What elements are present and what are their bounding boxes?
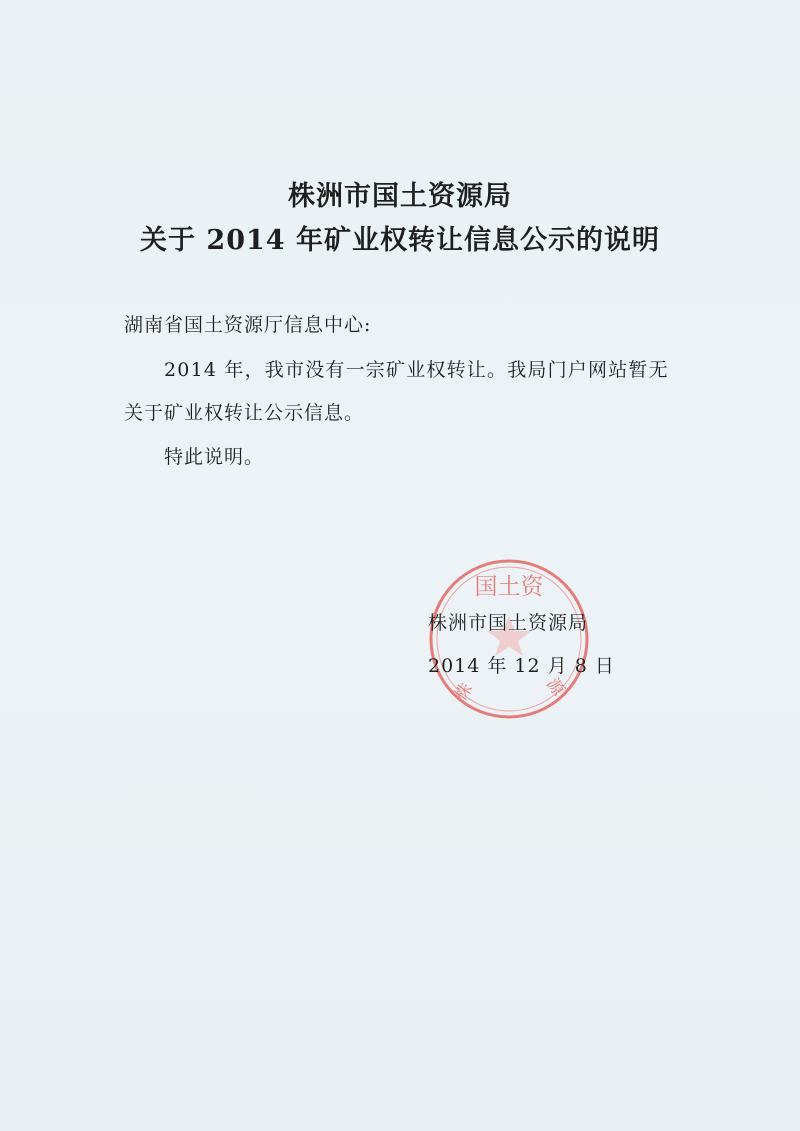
signature-organization: 株洲市国土资源局 xyxy=(428,612,589,634)
paragraph-1-line-1: 2014 年，我市没有一宗矿业权转让。我局门户网站暂无 xyxy=(164,359,669,381)
svg-text:源: 源 xyxy=(542,674,569,700)
document-date: 2014 年 12 月 8 日 xyxy=(428,655,615,677)
document-title-line-1: 株洲市国土资源局 xyxy=(288,181,512,212)
svg-text:株: 株 xyxy=(450,679,477,705)
seal-visible-text: 国土资 xyxy=(474,574,544,600)
paragraph-2: 特此说明。 xyxy=(164,446,265,468)
document-title-line-2: 关于 2014 年矿业权转让信息公示的说明 xyxy=(140,225,660,256)
official-seal xyxy=(424,554,594,724)
salutation: 湖南省国土资源厅信息中心: xyxy=(124,314,372,336)
paragraph-1-line-2: 关于矿业权转让公示信息。 xyxy=(124,402,365,424)
